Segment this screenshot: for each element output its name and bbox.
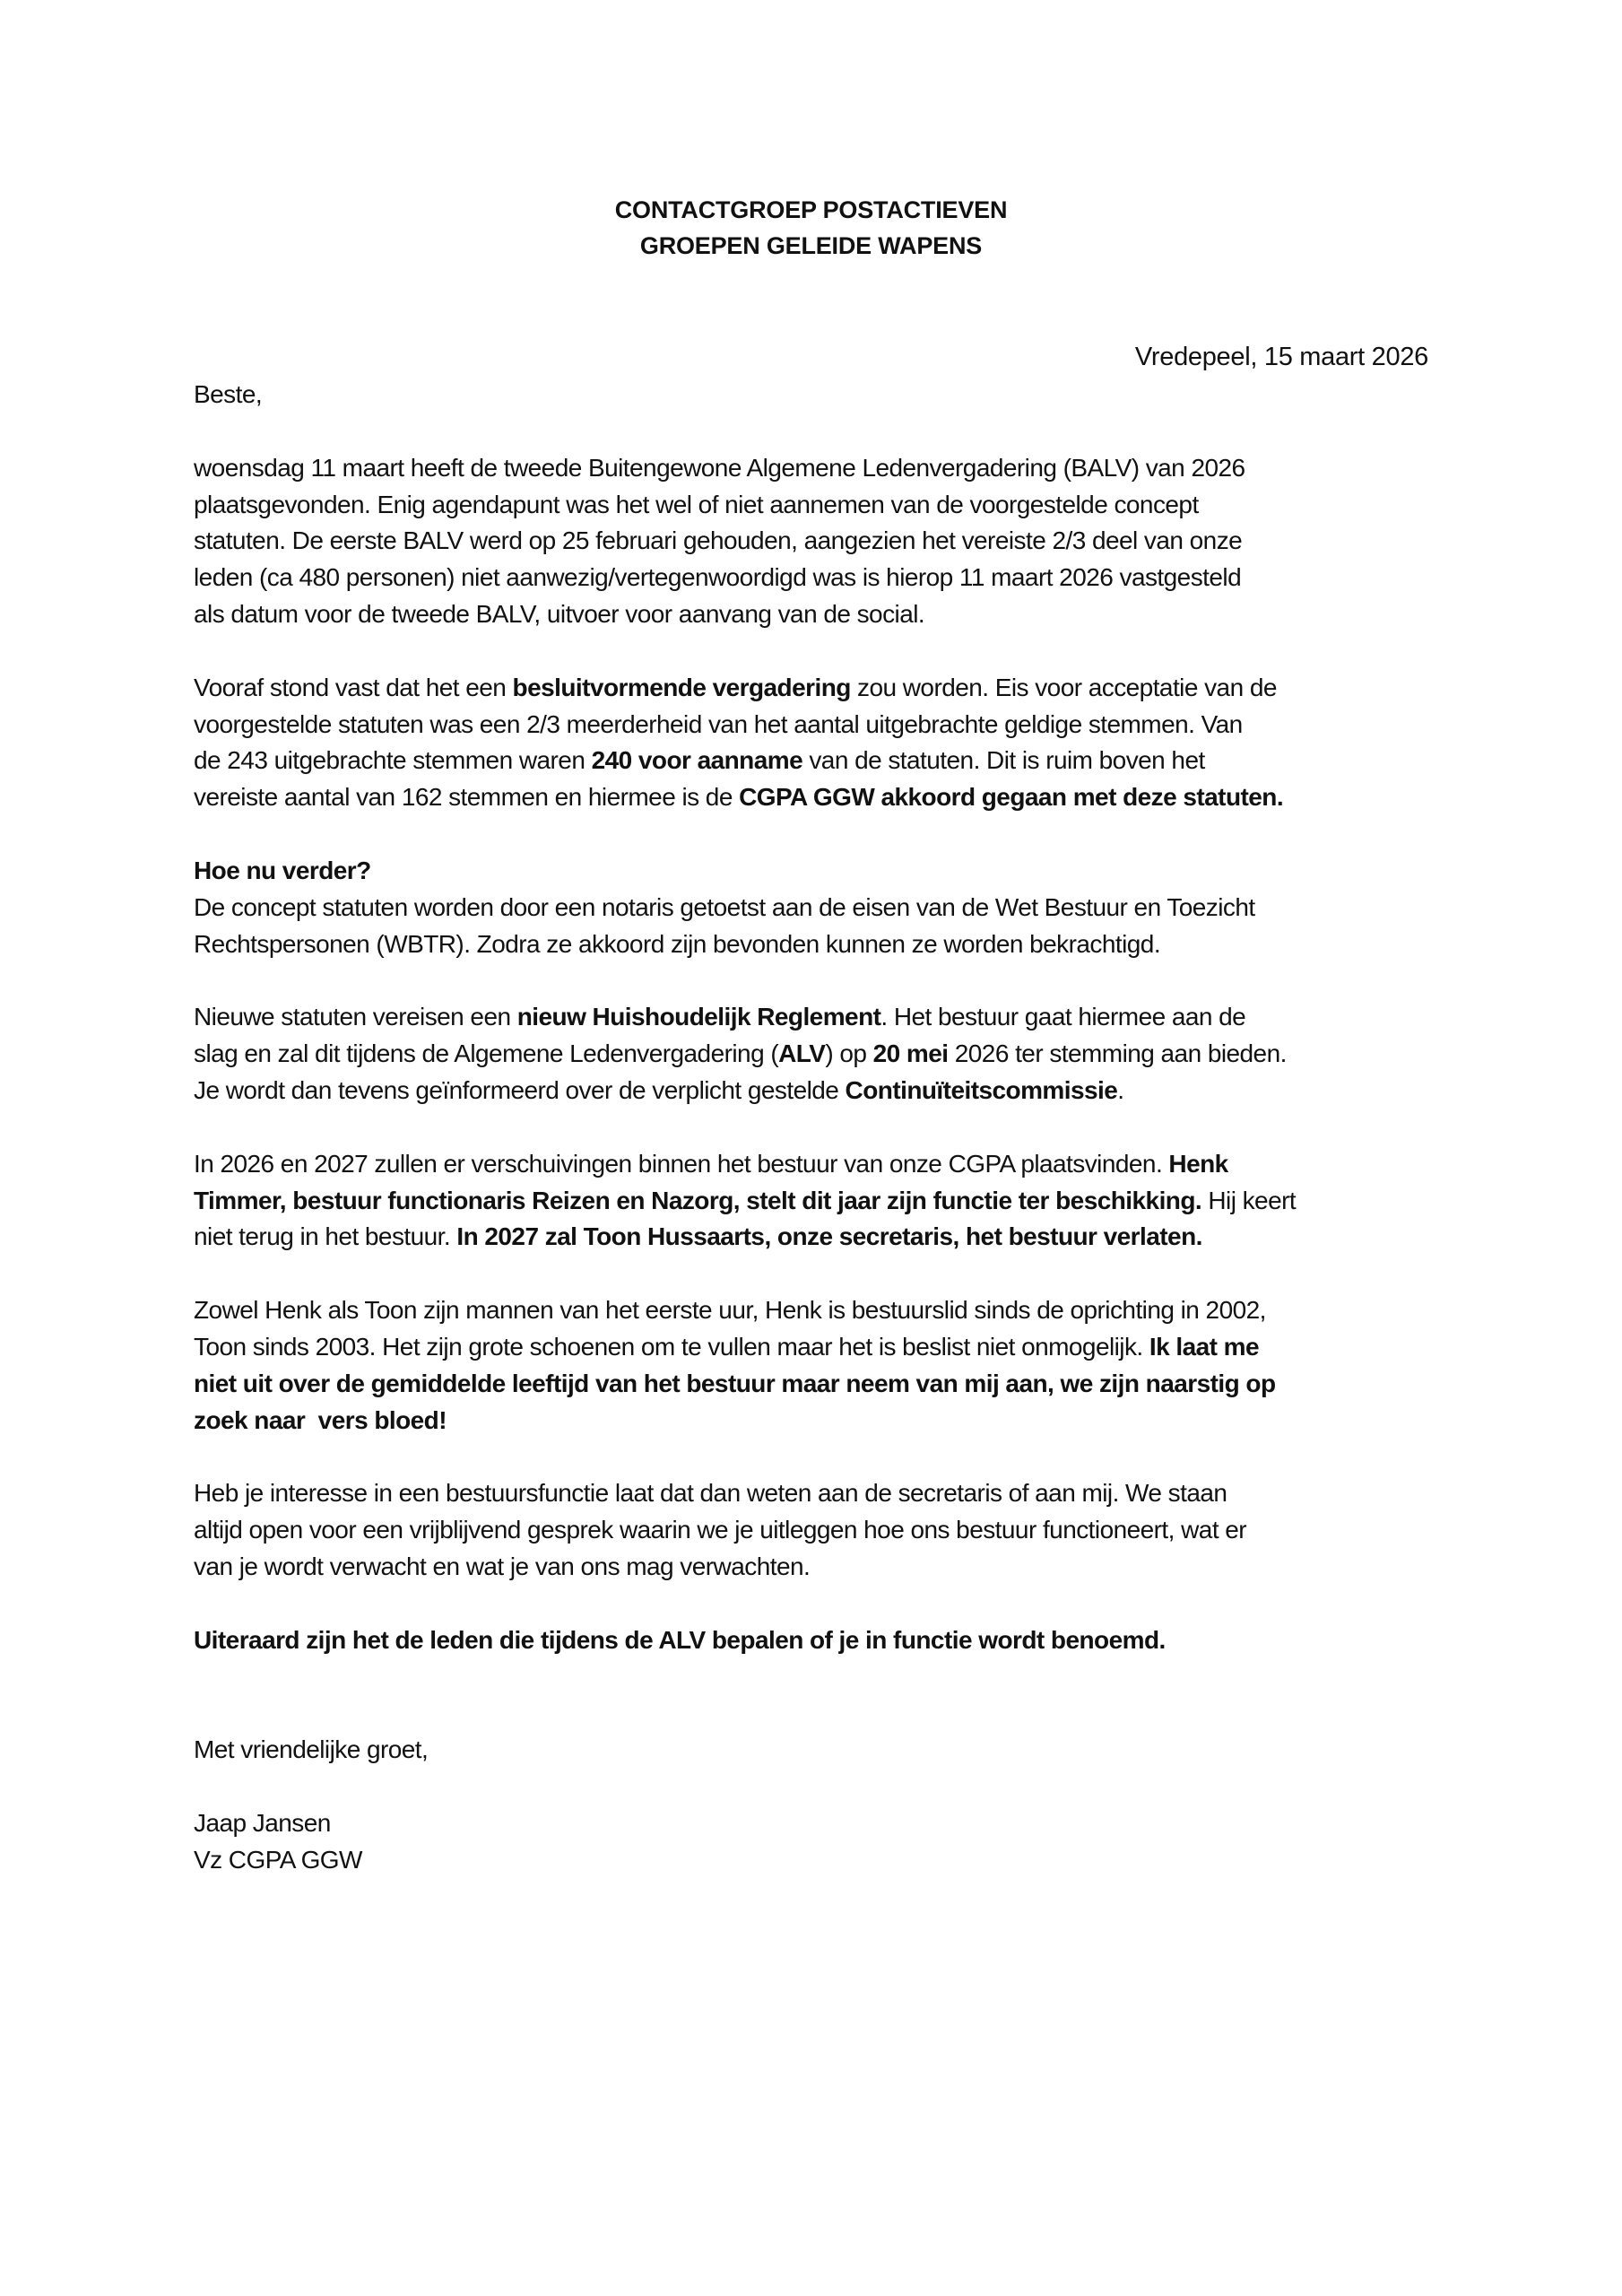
emphasis: Continuïteitscommissie xyxy=(845,1076,1118,1105)
text-line: niet uit over de gemiddelde leeftijd van het bestuur maar neem van mij aan, we zijn naarstig op xyxy=(194,1369,1276,1397)
signatory-name: Jaap Jansen xyxy=(194,1808,331,1837)
text-line: Heb je interesse in een bestuursfunctie laat dat dan weten aan de secretaris of aan mij. We staan xyxy=(194,1479,1227,1508)
text-line xyxy=(194,1329,1449,1366)
text-line xyxy=(194,743,1449,779)
text-line: Rechtspersonen (WBTR). Zodra ze akkoord zijn bevonden kunnen ze worden bekrachtigd. xyxy=(194,929,1161,958)
text-run: . xyxy=(1117,1076,1124,1105)
spacer xyxy=(194,963,1449,1000)
emphasis: Henk xyxy=(1168,1149,1228,1178)
letter-header xyxy=(0,192,1622,264)
spacer xyxy=(194,1659,1449,1696)
text-run: Toon sinds 2003. Het zijn grote schoenen om te vullen maar het is beslist niet onmogelijk. xyxy=(194,1332,1149,1361)
organization-subtitle: GROEPEN GELEIDE WAPENS xyxy=(639,232,983,259)
text-line: woensdag 11 maart heeft de tweede Buitengewone Algemene Ledenvergadering (BALV) van 2026 xyxy=(194,453,1245,482)
text-line: als datum voor de tweede BALV, uitvoer voor aanvang van de social. xyxy=(194,600,925,629)
emphasis: Ik laat me xyxy=(1149,1332,1260,1361)
text-run: Je wordt dan tevens geïnformeerd over de verplicht gestelde xyxy=(194,1076,846,1105)
text-run: de 243 uitgebrachte stemmen waren xyxy=(194,746,592,775)
paragraph-next-steps xyxy=(194,853,1449,963)
text-line: van je wordt verwacht en wat je van ons mag verwachten. xyxy=(194,1552,811,1580)
salutation: Beste, xyxy=(194,380,263,408)
text-line xyxy=(194,779,1449,816)
text-line xyxy=(194,1073,1449,1109)
signatory-role: Vz CGPA GGW xyxy=(194,1845,362,1874)
emphasis: 20 mei xyxy=(872,1039,949,1068)
text-run: . Het bestuur gaat hiermee aan de xyxy=(880,1003,1246,1031)
text-run: zou worden. Eis voor acceptatie van de xyxy=(850,673,1277,701)
spacer xyxy=(194,816,1449,853)
text-line xyxy=(194,999,1449,1036)
text-line xyxy=(194,1219,1449,1256)
paragraph-voting-result xyxy=(194,670,1449,816)
paragraph-household-rules xyxy=(194,999,1449,1109)
text-run: Hij keert xyxy=(1201,1186,1297,1214)
emphasis: 240 voor aanname xyxy=(591,746,803,775)
emphasis: besluitvormende vergadering xyxy=(512,673,851,701)
text-run: 2026 ter stemming aan bieden. xyxy=(948,1039,1287,1068)
text-line xyxy=(194,1183,1449,1220)
spacer xyxy=(194,633,1449,670)
emphasis: Timmer, bestuur functionaris Reizen en Nazorg, stelt dit jaar zijn functie ter beschikking. xyxy=(194,1186,1202,1214)
paragraph-members-decide xyxy=(194,1622,1449,1659)
text-line: altijd open voor een vrijblijvend gesprek waarin we je uitleggen hoe ons bestuur functioneert, wat er xyxy=(194,1516,1247,1544)
spacer xyxy=(194,1769,1449,1805)
spacer xyxy=(194,1109,1449,1146)
text-run: Vooraf stond vast dat het een xyxy=(194,673,513,701)
text-line: plaatsgevonden. Enig agendapunt was het wel of niet aannemen van de voorgestelde concept xyxy=(194,490,1199,518)
spacer xyxy=(194,1586,1449,1622)
paragraph-new-blood xyxy=(194,1292,1449,1439)
emphasis: In 2027 zal Toon Hussaarts, onze secretaris, het bestuur verlaten. xyxy=(456,1222,1202,1251)
text-run: niet terug in het bestuur. xyxy=(194,1222,457,1251)
organization-name: CONTACTGROEP POSTACTIEVEN xyxy=(614,196,1008,223)
text-line: zoek naar vers bloed! xyxy=(194,1405,447,1434)
emphasis: CGPA GGW akkoord gegaan met deze statuten. xyxy=(739,783,1284,812)
place-date: Vredepeel, 15 maart 2026 xyxy=(1134,343,1428,371)
text-run: In 2026 en 2027 zullen er verschuivingen binnen het bestuur van onze CGPA plaatsvinden. xyxy=(194,1149,1169,1178)
text-line xyxy=(194,670,1449,707)
paragraph-balv-intro xyxy=(194,450,1449,633)
text-run: van de statuten. Dit is ruim boven het xyxy=(802,746,1205,775)
text-run: Nieuwe statuten vereisen een xyxy=(194,1003,517,1031)
text-line: Zowel Henk als Toon zijn mannen van het eerste uur, Henk is bestuurslid sinds de oprichting in 2002, xyxy=(194,1296,1266,1325)
text-line: Uiteraard zijn het de leden die tijdens de ALV bepalen of je in functie wordt benoemd. xyxy=(194,1625,1166,1654)
emphasis: nieuw Huishoudelijk Reglement xyxy=(516,1003,881,1031)
text-line: statuten. De eerste BALV werd op 25 februari gehouden, aangezien het vereiste 2/3 deel van onze xyxy=(194,526,1243,555)
emphasis: ALV xyxy=(778,1039,826,1068)
text-line xyxy=(194,1036,1449,1073)
signature-block xyxy=(194,1805,1449,1879)
section-heading: Hoe nu verder? xyxy=(194,856,371,884)
paragraph-interest-invitation xyxy=(194,1475,1449,1586)
text-line: voorgestelde statuten was een 2/3 meerderheid van het aantal uitgebrachte geldige stemmen. Van xyxy=(194,709,1243,738)
text-run: vereiste aantal van 162 stemmen en hiermee is de xyxy=(194,783,740,812)
spacer xyxy=(194,413,1449,450)
text-line: leden (ca 480 personen) niet aanwezig/vertegenwoordigd was is hierop 11 maart 2026 vastgesteld xyxy=(194,563,1242,592)
text-line: De concept statuten worden door een notaris getoetst aan de eisen van de Wet Bestuur en Toezicht xyxy=(194,892,1255,921)
spacer xyxy=(194,1439,1449,1475)
letter-body xyxy=(194,377,1449,1879)
spacer xyxy=(194,1256,1449,1292)
text-run: ) op xyxy=(825,1039,873,1068)
spacer xyxy=(194,1695,1449,1732)
text-line xyxy=(194,1146,1449,1183)
paragraph-board-changes xyxy=(194,1146,1449,1257)
closing: Met vriendelijke groet, xyxy=(194,1735,429,1764)
text-run: slag en zal dit tijdens de Algemene Ledenvergadering ( xyxy=(194,1039,779,1068)
